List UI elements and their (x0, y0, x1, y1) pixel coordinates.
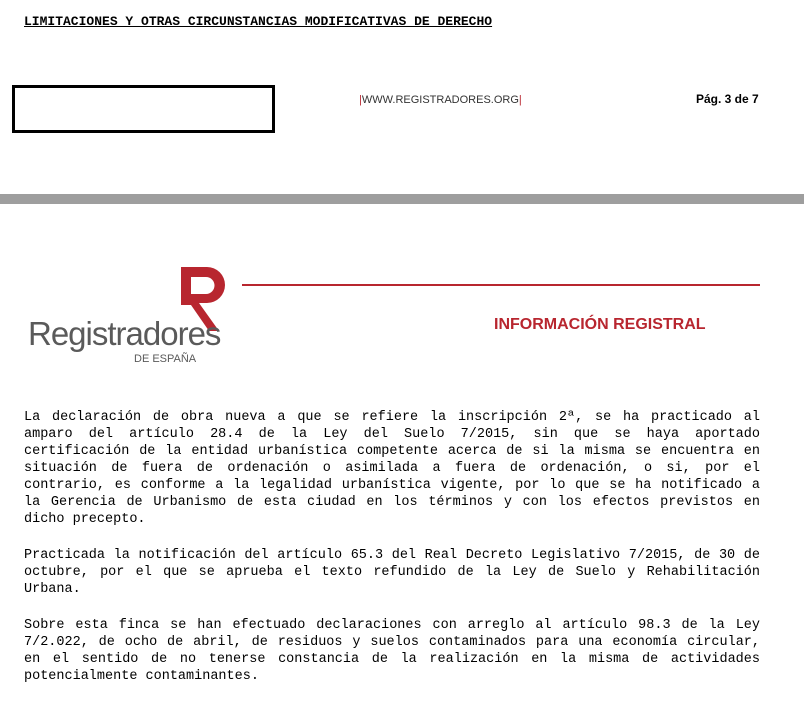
section-heading: LIMITACIONES Y OTRAS CIRCUNSTANCIAS MODIFICATIVAS DE DERECHO (24, 14, 493, 29)
website-text: WWW.REGISTRADORES.ORG (361, 94, 519, 106)
paragraph-notificacion: Practicada la notificación del artículo 65.3 del Real Decreto Legislativo 7/2015, de 30 de octubre, por el que se aprueba el texto refundido de la Ley de Suelo y Rehabilitación Urbana. (24, 548, 760, 597)
logo-wordmark: Registradores (28, 315, 221, 352)
page-number: Pág. 3 de 7 (696, 92, 759, 106)
header-rule (242, 284, 760, 286)
paragraph-suelos-contaminados: Sobre esta finca se han efectuado declaraciones con arreglo al artículo 98.3 de la Ley 7/2.022, de ocho de abril, de residuos y suelos contaminados para una economía circular, en el sentido de no tenerse constancia de la realización en la misma de actividades potencialmente contaminantes. (24, 618, 760, 684)
redacted-box (12, 85, 275, 133)
website-link[interactable]: |WWW.REGISTRADORES.ORG| (359, 94, 522, 106)
document-title: INFORMACIÓN REGISTRAL (494, 316, 706, 333)
paragraph-obra-nueva: La declaración de obra nueva a que se refiere la inscripción 2ª, se ha practicado al amparo del artículo 28.4 de la Ley del Suelo 7/2015, sin que se haya aportado certificación de la entidad urbanística competente acerca de si la misma se encuentra en situación de fuera de ordenación o asimilada a fuera de ordenación, o si, por el contrario, es conforme a la legalidad urbanística vigente, por lo que se ha notificado a la Gerencia de Urbanismo de esta ciudad en los términos y con los efectos previstos en dicho precepto. (24, 410, 760, 527)
page-separator (0, 194, 804, 204)
logo-subtitle: DE ESPAÑA (134, 353, 197, 365)
